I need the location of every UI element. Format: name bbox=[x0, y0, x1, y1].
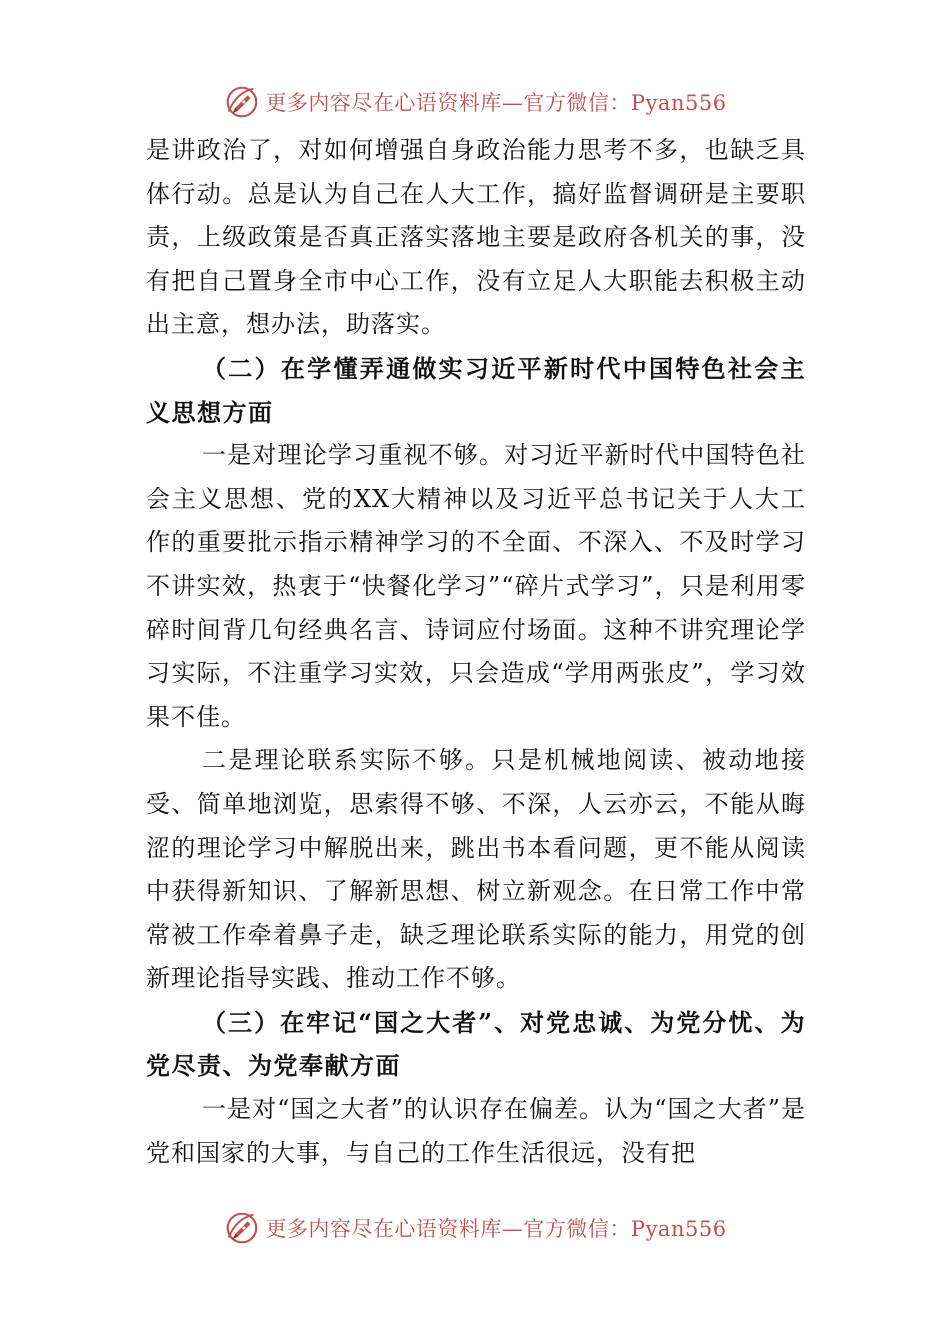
pen-nib-logo-icon bbox=[223, 1209, 261, 1247]
footer-watermark-text: 更多内容尽在心语资料库—官方微信：Pyan556 bbox=[265, 1217, 727, 1241]
document-body bbox=[146, 129, 806, 1175]
header-watermark-text: 更多内容尽在心语资料库—官方微信：Pyan556 bbox=[265, 91, 727, 115]
header-watermark bbox=[0, 80, 950, 124]
footer-watermark bbox=[0, 1206, 950, 1250]
pen-nib-logo-icon bbox=[223, 83, 261, 121]
section-heading-2: （二）在学懂弄通做实习近平新时代中国特色社会主义思想方面 bbox=[146, 353, 806, 427]
paragraph-2: 一是对理论学习重视不够。对习近平新时代中国特色社会主义思想、党的XX大精神以及习近平总书记关于人大工作的重要批示指示精神学习的不全面、不深入、不及时学习不讲实效，热衷于“快餐化学习”“碎片式学习”，只是利用零碎时间背几句经典名言、诗词应付场面。这种不讲究理论学习实际，不注重学习实效，只会造成“学用两张皮”，学习效果不佳。 bbox=[146, 441, 806, 731]
paragraph-1: 是讲政治了，对如何增强自身政治能力思考不多，也缺乏具体行动。总是认为自己在人大工作，搞好监督调研是主要职责，上级政策是否真正落实落地主要是政府各机关的事，没有把自己置身全市中心工作，没有立足人大职能去积极主动出主意，想办法，助落实。 bbox=[146, 136, 806, 339]
section-heading-3: （三）在牢记“国之大者”、对党忠诚、为党分忧、为党尽责、为党奉献方面 bbox=[146, 1007, 806, 1081]
paragraph-4: 一是对“国之大者”的认识存在偏差。认为“国之大者”是党和国家的大事，与自己的工作生活很远，没有把 bbox=[146, 1095, 806, 1167]
paragraph-3: 二是理论联系实际不够。只是机械地阅读、被动地接受、简单地浏览，思索得不够、不深，人云亦云，不能从晦涩的理论学习中解脱出来，跳出书本看问题，更不能从阅读中获得新知识、了解新思想、树立新观念。在日常工作中常常被工作牵着鼻子走，缺乏理论联系实际的能力，用党的创新理论指导实践、推动工作不够。 bbox=[146, 746, 806, 993]
